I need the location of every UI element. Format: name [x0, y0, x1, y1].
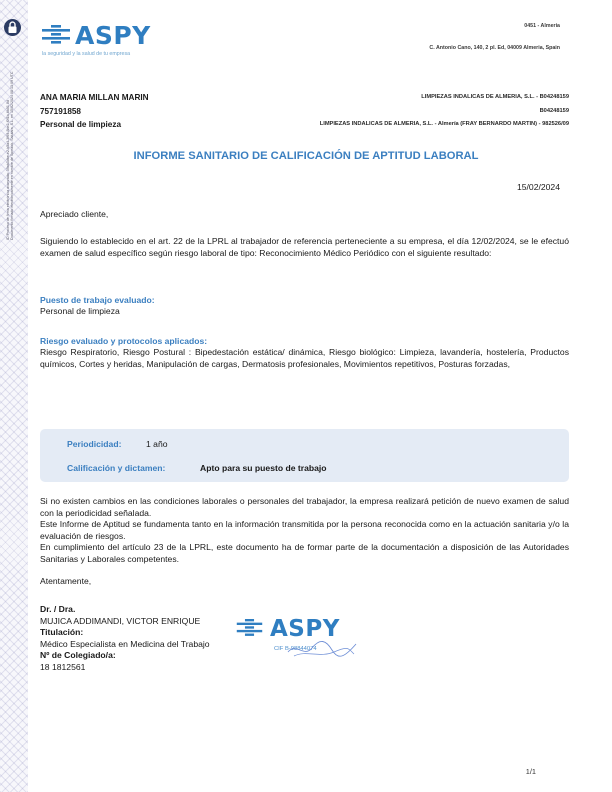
paragraph-basis: Este Informe de Aptitud se fundamenta tanto en la información transmitida por la persona reconocida como en la actuación sanitaria y/o la evaluación de riesgos.	[40, 519, 569, 541]
result-box	[40, 429, 569, 482]
doctor-label: Dr. / Dra.	[40, 604, 76, 614]
logo-tagline: la seguridad y la salud de tu empresa	[42, 51, 131, 57]
company-stamp	[236, 616, 361, 656]
periodicity-label: Periodicidad:	[67, 439, 122, 449]
page-number: 1/1	[525, 767, 536, 776]
stamp-text: ASPY	[270, 616, 340, 642]
lock-icon[interactable]	[4, 19, 21, 36]
job-value: Personal de limpieza	[40, 306, 120, 316]
center-address: C. Antonio Cano, 140, 2 pl. Ed, 04009 Almeria, Spain	[429, 45, 560, 51]
worker-position: Personal de limpieza	[40, 120, 121, 130]
periodicity-value: 1 año	[146, 439, 168, 449]
stamp-cif: CIF B-98844074	[274, 646, 317, 652]
paragraph-lprl: En cumplimiento del artículo 23 de la LPRL, este documento ha de formar parte de la documentación a disposición de las Autoridades Sanitarias y Laborales competentes.	[40, 542, 569, 564]
handwritten-signature	[286, 638, 358, 660]
qualification-value: Apto para su puesto de trabajo	[200, 463, 327, 473]
stamp-bars-icon	[236, 619, 263, 639]
signature-document-note: Documento firmado electrónicamente en nombre de Spmaob. Salutara, S.L. en 15/02/2024 08:13:09 UTC	[10, 71, 15, 240]
logo-bars-icon	[42, 25, 70, 47]
college-value: 18 1812561	[40, 661, 86, 672]
logo-text: ASPY	[75, 21, 151, 50]
company-name: LIMPIEZAS INDALICAS DE ALMERIA, S.L. - B04248159	[421, 94, 569, 100]
report-title: INFORME SANITARIO DE CALIFICACIÓN DE APTITUD LABORAL	[133, 150, 479, 162]
college-label: Nº de Colegiado/a:	[40, 650, 116, 661]
intro-paragraph: Siguiendo lo establecido en el art. 22 de la LPRL al trabajador de referencia perteneciente a su empresa, el día 12/02/2024, se le efectuó examen de salud específico según riesgo laboral de tipo: Reconocimiento Médico Periódico con el siguiente resultado:	[40, 236, 569, 258]
greeting: Apreciado cliente,	[40, 209, 109, 219]
signature-block	[40, 604, 230, 674]
signature-process-id: ID Proceso de firma electrónica avanzada: 39ab3dbe-e2-b5a4-3f69-8be2-f0f1b-6b01 0d	[6, 100, 10, 240]
worker-name: ANA MARIA MILLAN MARIN	[40, 93, 149, 102]
risk-label: Riesgo evaluado y protocolos aplicados:	[40, 336, 208, 346]
closing: Atentamente,	[40, 576, 92, 586]
degree-label: Titulación:	[40, 627, 84, 638]
paragraph-periodicity: Si no existen cambios en las condiciones laborales o personales del trabajador, la empresa realizará petición de nuevo examen de salud con la periodicidad señalada.	[40, 496, 569, 518]
company-block	[320, 91, 569, 132]
degree-value: Médico Especialista en Medicina del Trabajo	[40, 638, 210, 649]
company-cif: B04248159	[539, 107, 569, 114]
worker-block	[40, 91, 149, 132]
company-workplace: LIMPIEZAS INDALICAS DE ALMERIA, S.L. - Almería (FRAY BERNARDO MARTIN) - 982526/09	[319, 121, 569, 128]
doctor-name: MUJICA ADDIMANDI, VICTOR ENRIQUE	[40, 615, 201, 626]
signature-metadata	[6, 71, 15, 241]
risk-value: Riesgo Respiratorio, Riesgo Postural : Bipedestación estática/ dinámica, Riesgo biológico: Limpieza, lavandería, hostelería, Productos químicos, Cortes y heridas, Manipulación de cargas, Dermatosis profesionales, Movimientos repetitivos, Posturas forzadas,	[40, 347, 569, 369]
job-label: Puesto de trabajo evaluado:	[40, 295, 155, 305]
report-date: 15/02/2024	[516, 182, 560, 192]
worker-id: 757191858	[40, 106, 81, 116]
center-code: 0451 - Almeria	[524, 23, 560, 29]
qualification-label: Calificación y dictamen:	[67, 463, 166, 473]
